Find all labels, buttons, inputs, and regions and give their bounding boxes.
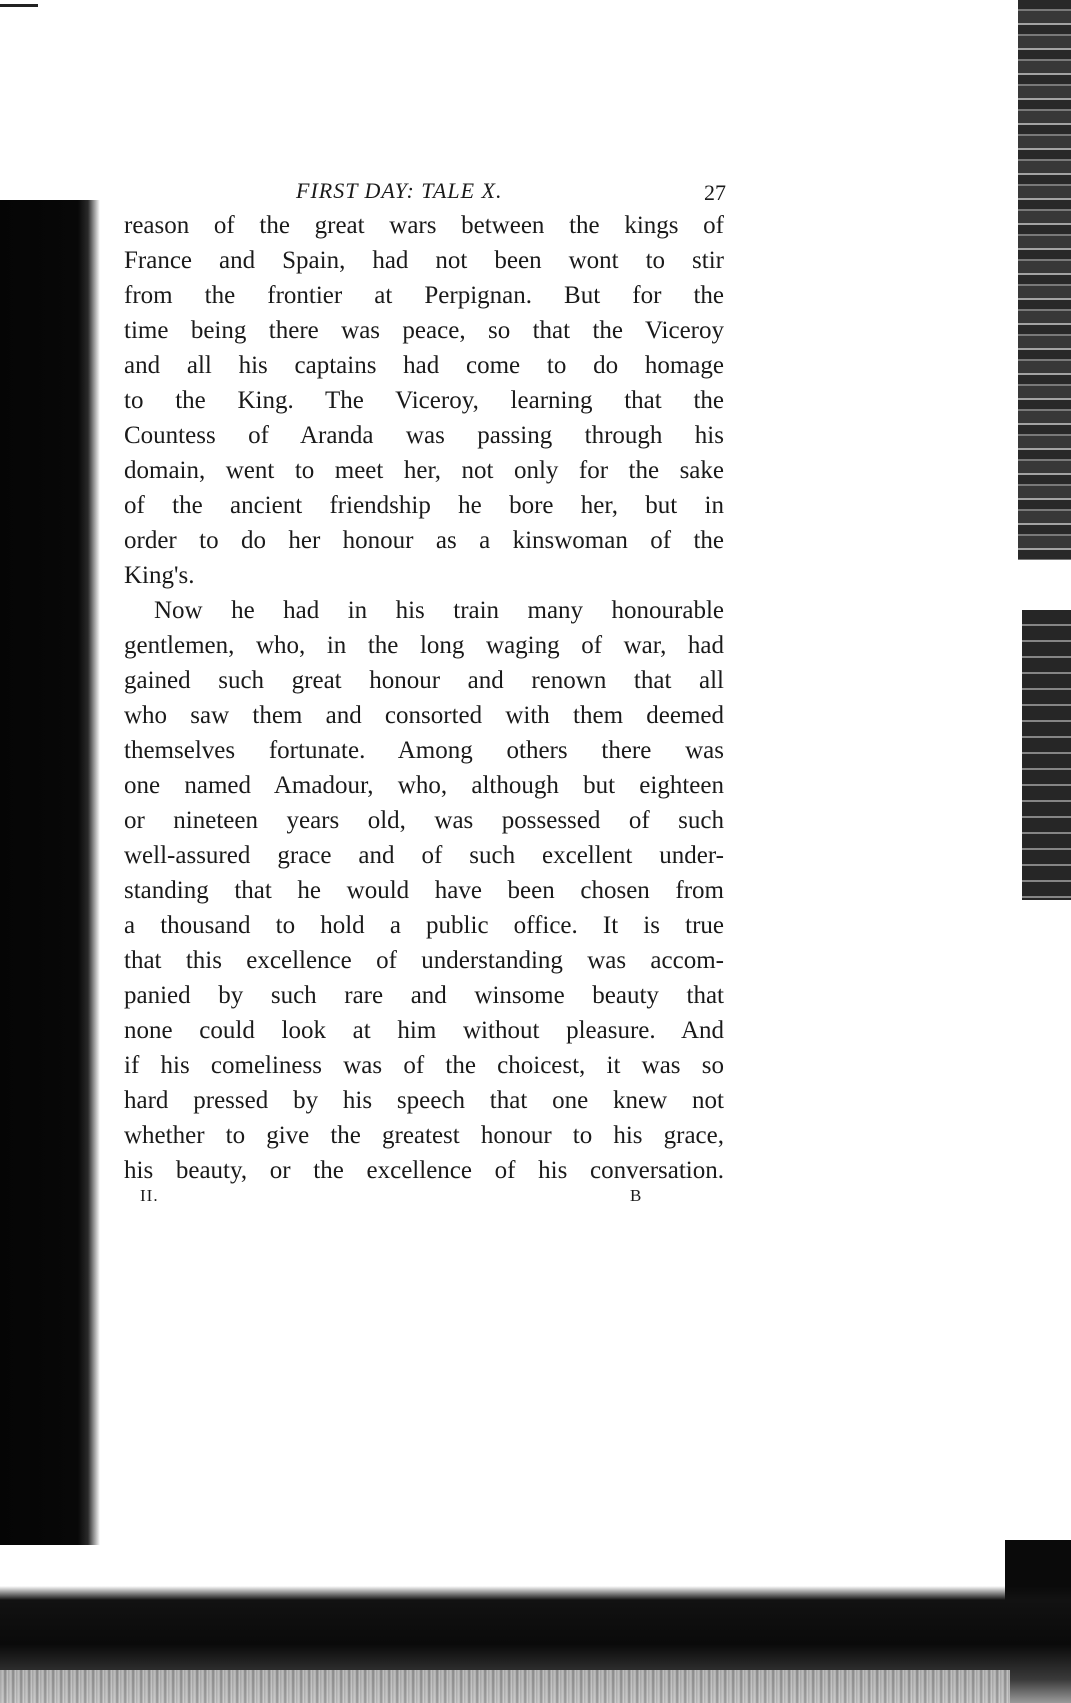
text-line: that this excellence of understanding was accom- [124, 947, 724, 974]
scan-edge-mark [0, 4, 38, 7]
text-line: panied by such rare and winsome beauty that [124, 982, 724, 1009]
text-line: gained such great honour and renown that all [124, 667, 724, 694]
text-line: France and Spain, had not been wont to stir [124, 247, 724, 274]
text-line: none could look at him without pleasure. And [124, 1017, 724, 1044]
scan-right-edge-middle [1022, 610, 1071, 900]
text-line: Countess of Aranda was passing through his [124, 422, 724, 449]
text-line: time being there was peace, so that the Viceroy [124, 317, 724, 344]
scan-left-shadow [0, 200, 100, 1545]
text-line: his beauty, or the excellence of his conversation. [124, 1157, 724, 1184]
text-line: of the ancient friendship he bore her, but in [124, 492, 724, 519]
body-text [124, 208, 724, 1188]
paragraph-first-line: Now he had in his train many honourable [154, 597, 724, 624]
scan-right-edge-upper [1018, 0, 1071, 560]
running-head [124, 174, 724, 208]
scan-bottom-noise [0, 1670, 1010, 1703]
text-line: standing that he would have been chosen from [124, 877, 724, 904]
text-line: if his comeliness was of the choicest, it was so [124, 1052, 724, 1079]
text-line: a thousand to hold a public office. It is true [124, 912, 724, 939]
page-number: 27 [704, 180, 726, 205]
book-page [124, 174, 724, 1214]
paragraph-end-line: King's. [124, 562, 195, 589]
text-line: order to do her honour as a kinswoman of the [124, 527, 724, 554]
text-line: themselves fortunate. Among others there was [124, 737, 724, 764]
text-line: from the frontier at Perpignan. But for the [124, 282, 724, 309]
text-line: whether to give the greatest honour to his grace, [124, 1122, 724, 1149]
text-line: domain, went to meet her, not only for the sake [124, 457, 724, 484]
running-title: FIRST DAY: TALE X. [296, 178, 503, 203]
signature-line [124, 1184, 724, 1214]
text-line: reason of the great wars between the kings of [124, 212, 724, 239]
text-line: well-assured grace and of such excellent under- [124, 842, 724, 869]
text-line: who saw them and consorted with them deemed [124, 702, 724, 729]
volume-signature: II. [140, 1186, 159, 1205]
gathering-signature: B [630, 1186, 642, 1205]
text-line: to the King. The Viceroy, learning that the [124, 387, 724, 414]
text-line: and all his captains had come to do homage [124, 352, 724, 379]
text-line: one named Amadour, who, although but eighteen [124, 772, 724, 799]
text-line: or nineteen years old, was possessed of such [124, 807, 724, 834]
text-line: hard pressed by his speech that one knew not [124, 1087, 724, 1114]
text-line: gentlemen, who, in the long waging of war, had [124, 632, 724, 659]
